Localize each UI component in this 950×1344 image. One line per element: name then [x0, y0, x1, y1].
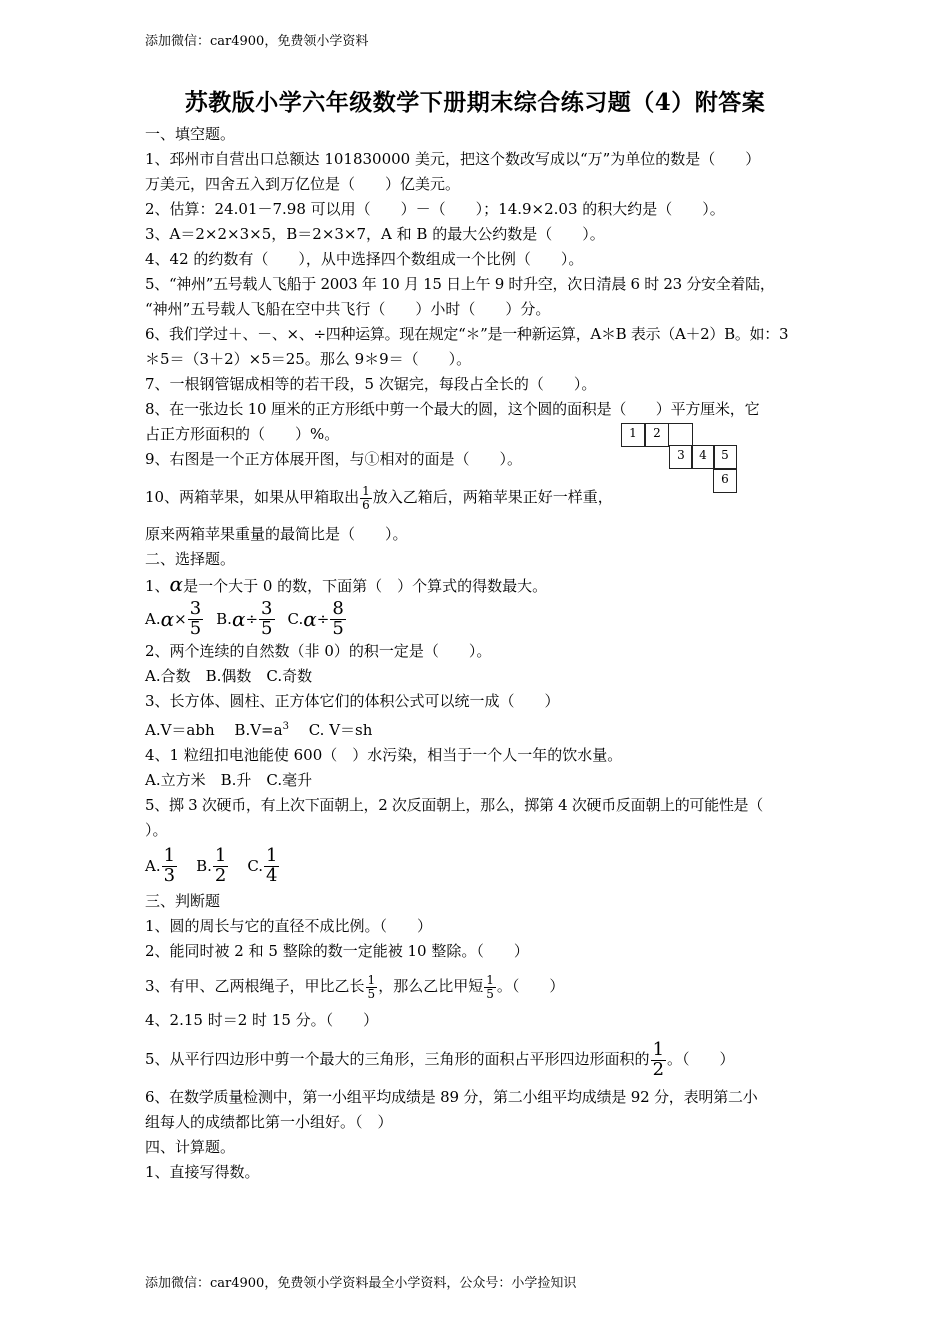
s3-q3: 3、有甲、乙两根绳子，甲比乙长 $\frac{1}{5}$ ，那么乙比甲短 $\frac{1}{5}$ 。（ ） — [145, 972, 565, 1001]
s1-q6-line2: ＊5＝（3＋2）×5＝25。那么 9＊9＝（ ）。 — [145, 350, 472, 368]
s1-q5-line1: 5、“神州”五号载人飞船于 2003 年 10 月 15 日上午 9 时升空，次日清晨 6 时 23 分安全着陆， — [145, 275, 775, 293]
section-4-heading: 四、计算题。 — [145, 1138, 236, 1156]
s3-q5: 5、从平行四边形中剪一个最大的三角形，三角形的面积占平形四边形面积的 $\frac{1}{2}$ 。（ ） — [145, 1038, 735, 1080]
s1-q1-line1: 1、邳州市自营出口总额达 101830000 美元，把这个数改写成以“万”为单位的数是（ ） — [145, 150, 761, 168]
s2-q5-option-c: C. $\frac{1}{4}$ — [247, 844, 278, 886]
s2-q1: 1、α是一个大于 0 的数，下面第（ ）个算式的得数最大。 — [145, 572, 548, 596]
fraction-one-fifth-b: $\frac{1}{5}$ — [486, 972, 494, 1001]
section-3-heading: 三、判断题 — [145, 892, 221, 910]
s1-q2: 2、估算：24.01－7.98 可以用（ ）－（ ）；14.9×2.03 的积大约是（ ）。 — [145, 200, 725, 218]
s1-q10-line2: 原来两箱苹果重量的最简比是（ ）。 — [145, 525, 408, 543]
s2-q1-option-b: B. α ÷ $\frac{3}{5}$ — [216, 597, 273, 639]
s1-q4: 4、42 的约数有（ ），从中选择四个数组成一个比例（ ）。 — [145, 250, 584, 268]
s1-q9: 9、右图是一个正方体展开图，与①相对的面是（ ）。 — [145, 450, 523, 468]
s2-q3-options: A.V＝abh $B.V=a^3$ C. V＝sh — [145, 721, 373, 739]
s3-q4: 4、2.15 时＝2 时 15 分。（ ） — [145, 1011, 379, 1029]
s4-q1: 1、直接写得数。 — [145, 1163, 260, 1181]
s1-q10-line1: 10、两箱苹果，如果从甲箱取出 $\frac{1}{6}$ 放入乙箱后，两箱苹果正好一样重， — [145, 483, 613, 512]
s2-q4: 4、1 粒纽扣电池能使 600（ ）水污染，相当于一个人一年的饮水量。 — [145, 746, 623, 764]
s3-q6-line2: 组每人的成绩都比第一小组好。（ ） — [145, 1113, 393, 1131]
s2-q3: 3、长方体、圆柱、正方体它们的体积公式可以统一成（ ） — [145, 692, 560, 710]
s3-q6-line1: 6、在数学质量检测中，第一小组平均成绩是 89 分，第二小组平均成绩是 92 分，表明第二小 — [145, 1088, 758, 1106]
fraction-one-fifth-a: $\frac{1}{5}$ — [367, 972, 376, 1001]
s2-q1-option-a: A. α × $\frac{3}{5}$ — [145, 597, 202, 639]
s1-q8-line1: 8、在一张边长 10 厘米的正方形纸中剪一个最大的圆，这个圆的面积是（ ）平方厘米，它 — [145, 400, 760, 418]
worksheet-body — [145, 122, 813, 1185]
net-face-5: 5 — [713, 445, 737, 469]
s2-q5-option-b: B. $\frac{1}{2}$ — [196, 844, 227, 886]
net-face-3: 3 — [669, 445, 693, 469]
s1-q7: 7、一根钢管锯成相等的若干段，5 次锯完，每段占全长的（ ）。 — [145, 375, 597, 393]
s1-q5-line2: “神州”五号载人飞船在空中共飞行（ ）小时（ ）分。 — [145, 300, 551, 318]
s1-q1-line2: 万美元，四舍五入到万亿位是（ ）亿美元。 — [145, 175, 461, 193]
s1-q8-line2: 占正方形面积的（ ）%。 — [145, 425, 340, 443]
page-footer-text: 添加微信：car4900，免费领小学资料最全小学资料，公众号：小学捡知识 — [145, 1276, 577, 1291]
s2-q1-options — [145, 599, 813, 639]
s2-q5-line1: 5、掷 3 次硬币，有上次下面朝上，2 次反面朝上，那么，掷第 4 次硬币反面朝上的可能性是（ — [145, 796, 763, 814]
net-face-4: 4 — [691, 445, 715, 469]
s2-q4-options: A.立方米 B.升 C.毫升 — [145, 771, 313, 789]
fraction-one-half: $\frac{1}{2}$ — [652, 1038, 665, 1080]
s2-q5-options — [145, 843, 813, 889]
s2-q2: 2、两个连续的自然数（非 0）的积一定是（ ）。 — [145, 642, 492, 660]
net-face-6: 6 — [713, 469, 737, 493]
net-face-2: 2 — [645, 423, 669, 447]
s2-q2-options: A.合数 B.偶数 C.奇数 — [145, 667, 313, 685]
s3-q2: 2、能同时被 2 和 5 整除的数一定能被 10 整除。（ ） — [145, 942, 529, 960]
section-2-heading: 二、选择题。 — [145, 550, 236, 568]
s3-q1: 1、圆的周长与它的直径不成比例。（ ） — [145, 917, 433, 935]
s2-q5-option-a: A. $\frac{1}{3}$ — [145, 844, 176, 886]
fraction-one-sixth: $\frac{1}{6}$ — [362, 483, 370, 512]
s2-q1-option-c: C. α ÷ $\frac{8}{5}$ — [287, 597, 344, 639]
alpha-symbol: α — [169, 572, 184, 596]
s1-q6-line1: 6、我们学过＋、－、×、÷四种运算。现在规定“＊”是一种新运算，A＊B 表示（A＋2）B。如：3 — [145, 325, 789, 343]
net-face-1: 1 — [621, 423, 645, 447]
s2-q5-line2: ）。 — [145, 821, 168, 839]
section-1-heading: 一、填空题。 — [145, 125, 236, 143]
page-header-text: 添加微信：car4900，免费领小学资料 — [145, 34, 369, 49]
s1-q3: 3、A＝2×2×3×5，B＝2×3×7，A 和 B 的最大公约数是（ ）。 — [145, 225, 605, 243]
page-title: 苏教版小学六年级数学下册期末综合练习题（4）附答案 — [184, 89, 766, 116]
